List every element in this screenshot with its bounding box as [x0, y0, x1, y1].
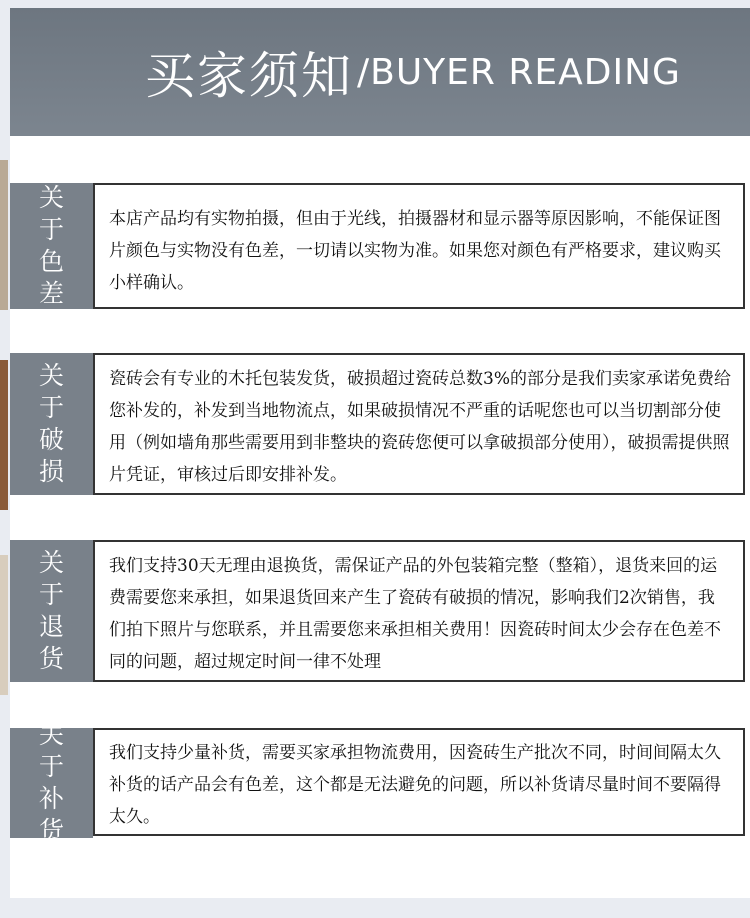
header-title-cn: 买家须知 [145, 47, 353, 105]
section-text-box [93, 353, 745, 495]
section-text-box [93, 728, 745, 836]
section-text-box [93, 540, 745, 682]
tag-char: 退 [38, 612, 64, 641]
edge-photo-strip [0, 160, 8, 310]
tag-char: 货 [38, 644, 64, 673]
edge-photo-strip [0, 360, 8, 510]
tag-char: 破 [38, 425, 64, 454]
section-text: 我们支持少量补货，需要买家承担物流费用，因瓷砖生产批次不同，时间间隔太久补货的话产品会有色差，这个都是无法避免的问题，所以补货请尽量时间不要隔得太久。 [109, 743, 721, 827]
tag-char: 于 [38, 752, 64, 781]
tag-char: 补 [38, 784, 64, 813]
section-text: 瓷砖会有专业的木托包装发货，破损超过瓷砖总数3%的部分是我们卖家承诺免费给您补发的，补发到当地物流点，如果破损情况不严重的话呢您也可以当切割部分使用（例如墙角那些需要用到非整块的瓷砖您便可以拿破损部分使用），破损需提供照片凭证，审核过后即安排补发。 [109, 369, 731, 485]
tag-char: 关 [38, 361, 64, 390]
tag-char: 关 [38, 548, 64, 577]
edge-photo-strip [0, 555, 8, 695]
tag-char: 于 [38, 215, 64, 244]
section-tag [10, 720, 93, 845]
tag-char: 损 [38, 457, 64, 486]
section-tag [10, 183, 93, 309]
section-text-box [93, 183, 745, 309]
header-banner [10, 8, 750, 136]
header-title-en: /BUYER READING [357, 51, 681, 93]
section-tag [10, 540, 93, 682]
tag-char: 关 [38, 720, 64, 749]
section-text: 本店产品均有实物拍摄，但由于光线，拍摄器材和显示器等原因影响，不能保证图片颜色与实物没有色差，一切请以实物为准。如果您对颜色有严格要求，建议购买小样确认。 [109, 209, 721, 293]
tag-char: 于 [38, 580, 64, 609]
section-text: 我们支持30天无理由退换货，需保证产品的外包装箱完整（整箱），退货来回的运费需要您来承担，如果退货回来产生了瓷砖有破损的情况，影响我们2次销售，我们拍下照片与您联系，并且需要您来承担相关费用！因瓷砖时间太少会存在色差不同的问题，超过规定时间一律不处理 [109, 556, 721, 672]
tag-char: 货 [38, 816, 64, 845]
section-tag [10, 353, 93, 495]
tag-char: 于 [38, 393, 64, 422]
tag-char: 关 [38, 183, 64, 212]
tag-char: 差 [38, 279, 64, 308]
tag-char: 色 [38, 247, 64, 276]
